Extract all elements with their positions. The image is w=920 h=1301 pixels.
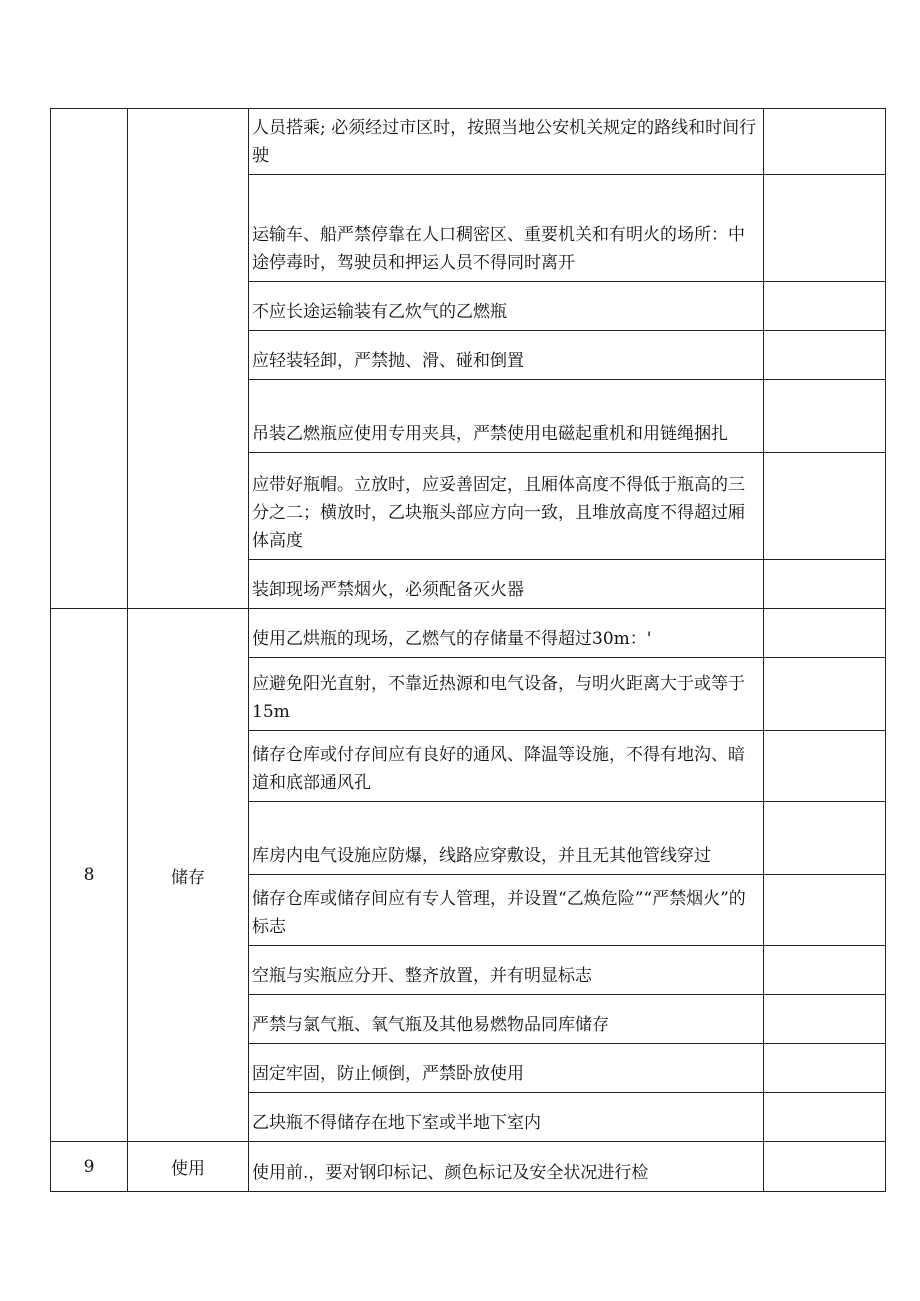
item-text: 装卸现场严禁烟火，必须配备灭火器 [249,560,764,609]
table-row [51,609,886,658]
section-category: 使用 [128,1142,249,1192]
item-text: 乙块瓶不得储存在地下室或半地下室内 [249,1093,764,1142]
check-cell [764,875,886,946]
check-cell [764,731,886,802]
item-text: 应轻装轻卸，严禁抛、滑、碰和倒置 [249,331,764,380]
check-cell [764,802,886,875]
check-cell [764,560,886,609]
check-cell [764,946,886,995]
section-number: 8 [51,609,128,1142]
table-row [51,1142,886,1192]
check-cell [764,609,886,658]
item-text: 应避免阳光直射，不靠近热源和电气设备，与明火距离大于或等于15m [249,658,764,731]
item-text: 储存仓库或储存间应有专人管理，并设置“乙焕危险”“严禁烟火”的标志 [249,875,764,946]
item-text: 使用乙烘瓶的现场，乙燃气的存储量不得超过30m：' [249,609,764,658]
item-text: 空瓶与实瓶应分开、整齐放置，并有明显标志 [249,946,764,995]
item-text: 使用前.，要对钢印标记、颜色标记及安全状况进行检 [249,1142,764,1192]
item-text: 库房内电气设施应防爆，线路应穿敷设，并且无其他管线穿过 [249,802,764,875]
item-text: 严禁与氯气瓶、氧气瓶及其他易燃物品同库储存 [249,995,764,1044]
item-text: 运输车、船严禁停靠在人口稠密区、重要机关和有明火的场所：中途停毒时，驾驶员和押运人员不得同时离开 [249,175,764,282]
table-row [51,109,886,175]
item-text: 人员搭乘; 必须经过市区时，按照当地公安机关规定的路线和时间行驶 [249,109,764,175]
check-cell [764,1044,886,1093]
check-cell [764,995,886,1044]
check-cell [764,331,886,380]
check-cell [764,1093,886,1142]
item-text: 吊装乙燃瓶应使用专用夹具，严禁使用电磁起重机和用链绳捆扎 [249,380,764,453]
section-category [128,109,249,609]
check-cell [764,453,886,560]
item-text: 储存仓库或付存间应有良好的通风、降温等设施，不得有地沟、暗道和底部通风孔 [249,731,764,802]
item-text: 不应长途运输装有乙炊气的乙燃瓶 [249,282,764,331]
check-cell [764,380,886,453]
check-cell [764,175,886,282]
section-number: 9 [51,1142,128,1192]
inspection-table [50,108,886,1192]
check-cell [764,1142,886,1192]
section-category: 储存 [128,609,249,1142]
item-text: 固定牢固，防止倾倒，严禁卧放使用 [249,1044,764,1093]
check-cell [764,109,886,175]
check-cell [764,658,886,731]
section-number [51,109,128,609]
check-cell [764,282,886,331]
item-text: 应带好瓶帽。立放时，应妥善固定，且厢体高度不得低于瓶高的三分之二；横放时，乙块瓶头部应方向一致，且堆放高度不得超过厢体高度 [249,453,764,560]
